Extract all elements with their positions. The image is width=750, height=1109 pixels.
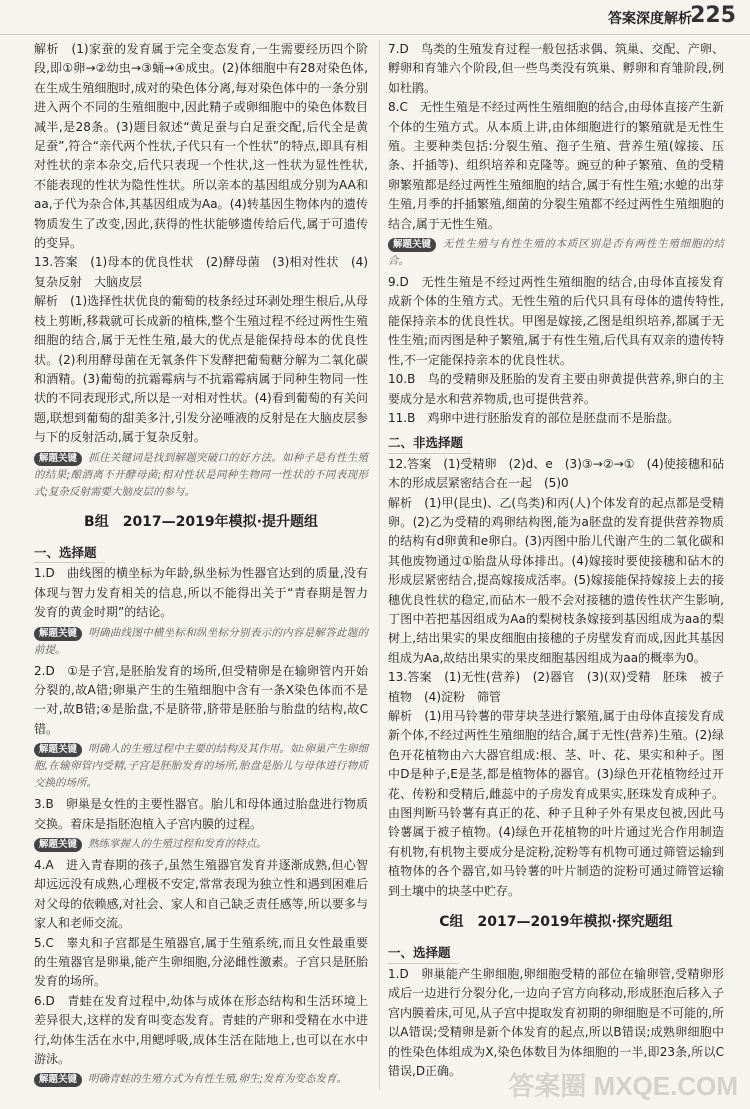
key-point-text: 明确青蛙的生殖方式为有性生殖,卵生;发育为变态发育。 bbox=[88, 1073, 347, 1086]
group-heading: B组 2017—2019年模拟·提升题组 bbox=[84, 513, 318, 530]
key-point-note bbox=[34, 450, 368, 501]
section-heading: 一、选择题 bbox=[388, 943, 459, 963]
answer-paragraph: 8.C 无性生殖是不经过两性生殖细胞的结合,由母体直接产生新个体的生殖方式。从本质上讲,由体细胞进行的繁殖就是无性生殖。主要种类包括:分裂生殖、孢子生殖、营养生殖(嫁接、压条、扦插等)、组织培养和克隆等。豌豆的种子繁殖、鱼的受精卵繁殖都是经过两性生殖细胞的结合,属于有性生殖;水螅的出芽生殖,月季的扦插繁殖,细菌的分裂生殖都不经过两性生殖细胞的结合,属于无性生殖。 bbox=[388, 100, 724, 231]
group-heading: C组 2017—2019年模拟·探究题组 bbox=[439, 914, 673, 931]
answer-paragraph: 2.D ①是子宫,是胚胎发育的场所,但受精卵是在输卵管内开始分裂的,故A错;卵巢产生的生殖细胞中含有一条X染色体而不是一对,故B错;④是胎盘,不是脐带,脐带是胚胎与胎盘的结构,故C错。 bbox=[34, 663, 368, 736]
section-heading: 二、非选择题 bbox=[388, 433, 471, 453]
answer-paragraph: 1.D 曲线图的横坐标为年龄,纵坐标为性器官达到的质量,没有体现与智力发育相关的信息,所以不能得出关于“青春期是智力发育的黄金时期”的结论。 bbox=[34, 566, 368, 620]
column-divider bbox=[379, 40, 380, 1090]
answer-paragraph: 11.B 鸡卵中进行胚胎发育的部位是胚盘而不是胎盘。 bbox=[388, 410, 680, 425]
key-point-note bbox=[34, 1071, 368, 1088]
answer-paragraph: 解析 (1)家蚕的发育属于完全变态发育,一生需要经历四个阶段,即①卵→②幼虫→③蛹→④成虫。(2)体细胞中有28对染色体,在生成生殖细胞时,成对的染色体分离,每对染色体中的一条分别进入两个不同的生殖细胞中,因此精子或卵细胞中的染色体数目减半,是28条。(3)题目叙述“黄足蚕与白足蚕交配,后代全是黄足蚕”,符合“亲代两个性状,子代只有一个性状”的特点,即具有相对性状的亲本杂交,后代只表现一个性状,这一性状为显性性状,不能表现的性状为隐性性状。所以亲本的基因组成分别为AA和aa,子代为杂合体,其基因组成为Aa。(4)转基因生物体内的遗传物质发生了改变,因此,获得的性状能够遗传给后代,属于可遗传的变异。 bbox=[34, 42, 368, 251]
answer-paragraph: 4.A 进入青春期的孩子,虽然生殖器官发育并逐渐成熟,但心智却远远没有成熟,心理极不安定,常常表现为独立性和遇到困难后对父母的依赖感,对社会、家人和自己缺乏责任感等,所以要多与家人和老师交流。 bbox=[34, 858, 368, 931]
answer-paragraph: 7.D 鸟类的生殖发育过程一般包括求偶、筑巢、交配、产卵、孵卵和育雏六个阶段,但一些鸟类没有筑巢、孵卵和育雏阶段,例如杜鹃。 bbox=[388, 42, 724, 95]
answer-paragraph: 解析 (1)甲(昆虫)、乙(鸟类)和丙(人)个体发育的起点都是受精卵。(2)乙为受精的鸡卵结构图,能为a胚盘的发育提供营养物质的结构有d卵黄和e卵白。(3)丙图中胎儿代谢产生的二氧化碳和其他废物通过①胎盘从母体排出。(4)嫁接时要使接穗和砧木的形成层紧密结合,提高嫁接成活率。(5)嫁接能保持嫁接上去的接穗优良性状的稳定,而砧木一般不会对接穗的遗传性状产生影响,丁图中若把基因组成为Aa的梨树枝条嫁接到基因组成为aa的梨树上,结出果实的果皮细胞由接穗的子房壁发育而成,因此其基因组成为Aa,故结出果实的果皮细胞基因组成为aa的概率为0。 bbox=[388, 495, 724, 665]
answer-paragraph: 1.D 卵巢能产生卵细胞,卵细胞受精的部位在输卵管,受精卵形成后一边进行分裂分化,一边向子宫方向移动,形成胚泡后移入子宫内膜着床,可见,从子宫中提取发育初期的卵细胞是不可能的,所以A错误;受精卵是新个体发育的起点,所以B错误;成熟卵细胞中的性染色体组成为X,染色体数目为体细胞的一半,即23条,所以C错误,D正确。 bbox=[388, 966, 724, 1078]
answer-paragraph: 9.D 无性生殖是不经过两性生殖细胞的结合,由母体直接发育成新个体的生殖方式。无性生殖的后代只具有母体的遗传特性,能保持亲本的优良性状。甲图是嫁接,乙图是组织培养,都属于无性生殖;而丙图是种子繁殖,属于有性生殖,后代具有双亲的遗传特性,不一定能保持亲本的优良性状。 bbox=[388, 275, 724, 367]
page-number: 225 bbox=[690, 3, 736, 28]
answer-paragraph: 解析 (1)用马铃薯的带芽块茎进行繁殖,属于由母体直接发育成新个体,不经过两性生殖细胞的结合,属于无性(营养)生殖。(2)绿色开花植物由六大器官组成:根、茎、叶、花、果实和种子。图中D是种子,E是茎,都是植物体的器官。(3)绿色开花植物经过开花、传粉和受精后,雌蕊中的子房发育成果实,胚珠发育成种子。由图判断马铃薯有真正的花、种子且种子外有果皮包被,因此马铃薯属于被子植物。(4)绿色开花植物的叶片通过光合作用制造有机物,有机物主要成分是淀粉,淀粉等有机物可通过筛管运输到植物体的各个器官,如马铃薯的叶片制造的淀粉可通过筛管运输到土壤中的块茎中贮存。 bbox=[388, 709, 724, 898]
key-point-note bbox=[388, 236, 724, 270]
answer-paragraph: 5.C 睾丸和子宫都是生殖器官,属于生殖系统,而且女性最重要的生殖器官是卵巢,能产生卵细胞,分泌雌性激素。子宫只是胚胎发育的场所。 bbox=[34, 935, 368, 989]
key-point-text: 明确人的生殖过程中主要的结构及其作用。如:卵巢产生卵细胞,在输卵管内受精,子宫是胚胎发育的场所,胎盘是胎儿与母体进行物质交换的场所。 bbox=[34, 743, 368, 790]
key-point-text: 熟练掌握人的生殖过程和发育的特点。 bbox=[88, 838, 267, 850]
key-point-text: 明确曲线图中横坐标和纵坐标分别表示的内容是解答此题的前提。 bbox=[34, 626, 368, 656]
key-point-badge: 解题关键 bbox=[34, 627, 82, 641]
key-point-text: 无性生殖与有性生殖的本质区别是否有两性生殖细胞的结合。 bbox=[388, 238, 724, 268]
key-point-note bbox=[34, 625, 368, 659]
watermark: 答案圈 MXQE.COM bbox=[508, 1071, 738, 1101]
answer-paragraph: 3.B 卵巢是女性的主要性器官。胎儿和母体通过胎盘进行物质交换。着床是指胚泡植入子宫内膜的过程。 bbox=[34, 797, 368, 831]
key-point-text: 抓住关键词是找到解题突破口的好方法。如种子是有性生殖的结果;酿酒离不开酵母菌;相对性状是同种生物同一性状的不同表现形式;复杂反射需要大脑皮层的参与。 bbox=[34, 451, 368, 498]
page-header bbox=[0, 0, 750, 35]
left-column bbox=[34, 40, 368, 1091]
answer-paragraph: 13.答案 (1)母本的优良性状 (2)酵母菌 (3)相对性状 (4)复杂反射 大脑皮层 bbox=[34, 255, 368, 289]
answer-paragraph: 6.D 青蛙在发育过程中,幼体与成体在形态结构和生活环境上差异很大,这样的发育叫变态发育。青蛙的产卵和受精在水中进行,幼体生活在水中,用鳃呼吸,成体生活在陆地上,也可以在水中游泳。 bbox=[34, 993, 368, 1067]
header-title: 答案深度解析 bbox=[608, 11, 692, 27]
answer-paragraph: 12.答案 (1)受精卵 (2)d、e (3)③→②→① (4)使接穗和砧木的形成层紧密结合在一起 (5)0 bbox=[388, 456, 724, 491]
key-point-note bbox=[34, 836, 368, 853]
section-heading: 一、选择题 bbox=[34, 543, 105, 563]
key-point-badge: 解题关键 bbox=[34, 452, 82, 466]
key-point-badge: 解题关键 bbox=[34, 1073, 82, 1087]
answer-paragraph: 10.B 鸟的受精卵及胚胎的发育主要由卵黄提供营养,卵白的主要成分是水和营养物质,也可提供营养。 bbox=[388, 372, 724, 406]
answer-paragraph: 解析 (1)选择性状优良的葡萄的枝条经过环剥处理生根后,从母枝上剪断,移栽就可长成新的植株,整个生殖过程不经过两性生殖细胞的结合,属于无性生殖,最大的优点是能保持母本的优良性状。(2)利用酵母菌在无氧条件下发酵把葡萄糖分解为二氧化碳和酒精。(3)葡萄的抗霜霉病与不抗霜霉病属于同种生物同一性状的不同表现形式,所以是一对相对性状。(4)看到葡萄的有关问题,联想到葡萄的甜美多汁,引发分泌唾液的反射是在大脑皮层参与下的反射活动,属于复杂反射。 bbox=[34, 294, 368, 445]
key-point-note bbox=[34, 741, 368, 792]
key-point-badge: 解题关键 bbox=[34, 838, 82, 852]
answer-paragraph: 13.答案 (1)无性(营养) (2)器官 (3)(双)受精 胚珠 被子植物 (4)淀粉 筛管 bbox=[388, 670, 724, 704]
right-column bbox=[388, 40, 724, 1081]
key-point-badge: 解题关键 bbox=[388, 238, 436, 252]
key-point-badge: 解题关键 bbox=[34, 743, 82, 757]
